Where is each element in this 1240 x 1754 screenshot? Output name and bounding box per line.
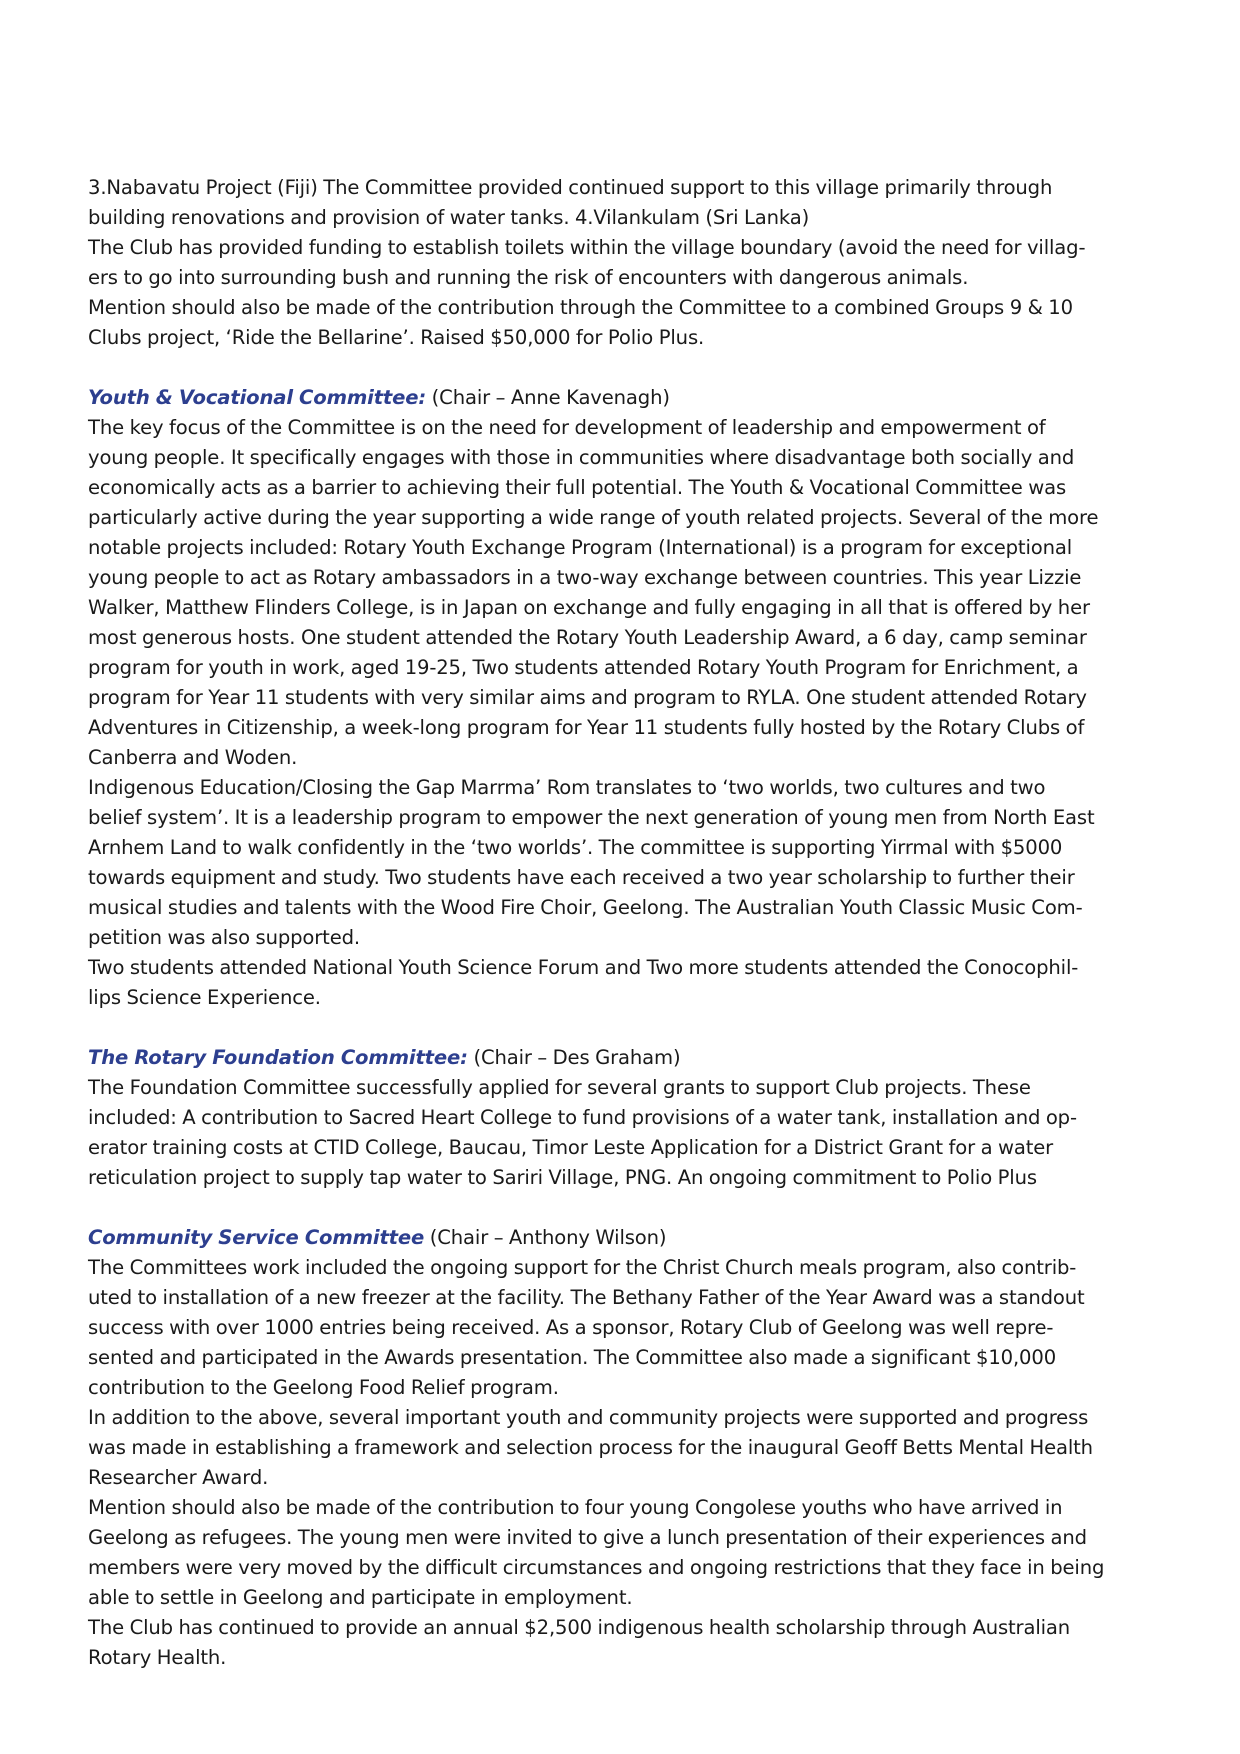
section-title-line	[88, 1043, 1168, 1073]
text-line: Rotary Health.	[88, 1646, 227, 1669]
text-line: Researcher Award.	[88, 1466, 269, 1489]
text-line: 3.Nabavatu Project (Fiji) The Committee provided continued support to this village primarily through	[88, 176, 1053, 199]
text-line: notable projects included: Rotary Youth Exchange Program (International) is a program for exceptional	[88, 536, 1072, 559]
intro-paragraph	[88, 173, 1168, 353]
section-heading: Community Service Committee	[88, 1226, 425, 1249]
text-line: The Club has continued to provide an annual $2,500 indigenous health scholarship through Australian	[88, 1616, 1071, 1639]
text-line: Indigenous Education/Closing the Gap Marrma’ Rom translates to ‘two worlds, two cultures and two	[88, 776, 1046, 799]
text-line: building renovations and provision of water tanks. 4.Vilankulam (Sri Lanka)	[88, 206, 810, 229]
text-line: young people to act as Rotary ambassadors in a two-way exchange between countries. This year Lizzie	[88, 566, 1082, 589]
text-line: particularly active during the year supporting a wide range of youth related projects. Several of the more	[88, 506, 1099, 529]
text-line: Arnhem Land to walk confidently in the ‘two worlds’. The committee is supporting Yirrmal with $5000	[88, 836, 1063, 859]
paragraph-gap	[88, 353, 1168, 383]
text-line: uted to installation of a new freezer at the facility. The Bethany Father of the Year Award was a standout	[88, 1286, 1085, 1309]
section-community-service	[88, 1223, 1168, 1673]
text-line: contribution to the Geelong Food Relief program.	[88, 1376, 559, 1399]
text-line: Walker, Matthew Flinders College, is in Japan on exchange and fully engaging in all that is offered by her	[88, 596, 1090, 619]
text-line: economically acts as a barrier to achieving their full potential. The Youth & Vocational Committee was	[88, 476, 1067, 499]
text-line: included: A contribution to Sacred Heart College to fund provisions of a water tank, installation and op-	[88, 1106, 1077, 1129]
section-body	[88, 1073, 1168, 1193]
text-line: Mention should also be made of the contribution to four young Congolese youths who have arrived in	[88, 1496, 1063, 1519]
text-line: petition was also supported.	[88, 926, 360, 949]
text-line: most generous hosts. One student attended the Rotary Youth Leadership Award, a 6 day, camp seminar	[88, 626, 1087, 649]
section-rotary-foundation	[88, 1043, 1168, 1193]
section-title-line	[88, 383, 1168, 413]
text-line: able to settle in Geelong and participate in employment.	[88, 1586, 633, 1609]
text-line: Two students attended National Youth Science Forum and Two more students attended the Conocophil-	[88, 956, 1079, 979]
section-heading: Youth & Vocational Committee:	[88, 386, 427, 409]
text-line: In addition to the above, several important youth and community projects were supported and progress	[88, 1406, 1089, 1429]
text-line: The key focus of the Committee is on the need for development of leadership and empowerment of	[88, 416, 1046, 439]
text-line: Clubs project, ‘Ride the Bellarine’. Raised $50,000 for Polio Plus.	[88, 326, 705, 349]
section-body	[88, 413, 1168, 1013]
section-youth-vocational	[88, 383, 1168, 1013]
text-line: young people. It specifically engages with those in communities where disadvantage both socially and	[88, 446, 1075, 469]
text-line: members were very moved by the difficult circumstances and ongoing restrictions that they face in being	[88, 1556, 1105, 1579]
text-line: was made in establishing a framework and selection process for the inaugural Geoff Betts Mental Health	[88, 1436, 1093, 1459]
text-line: The Committees work included the ongoing support for the Christ Church meals program, also contrib-	[88, 1256, 1077, 1279]
text-line: program for youth in work, aged 19-25, Two students attended Rotary Youth Program for Enrichment, a	[88, 656, 1079, 679]
section-chair: (Chair – Des Graham)	[467, 1046, 681, 1069]
text-line: erator training costs at CTID College, Baucau, Timor Leste Application for a District Grant for a water	[88, 1136, 1054, 1159]
text-line: towards equipment and study. Two students have each received a two year scholarship to further their	[88, 866, 1075, 889]
text-line: Adventures in Citizenship, a week-long program for Year 11 students fully hosted by the Rotary Clubs of	[88, 716, 1085, 739]
text-line: Mention should also be made of the contribution through the Committee to a combined Groups 9 & 10	[88, 296, 1073, 319]
text-line: Canberra and Woden.	[88, 746, 298, 769]
text-line: Geelong as refugees. The young men were invited to give a lunch presentation of their experiences and	[88, 1526, 1087, 1549]
section-heading: The Rotary Foundation Committee:	[88, 1046, 468, 1069]
text-line: The Club has provided funding to establish toilets within the village boundary (avoid the need for villag-	[88, 236, 1086, 259]
text-line: success with over 1000 entries being received. As a sponsor, Rotary Club of Geelong was well repre-	[88, 1316, 1054, 1339]
text-line: reticulation project to supply tap water to Sariri Village, PNG. An ongoing commitment to Polio Plus	[88, 1166, 1037, 1189]
document-page	[88, 173, 1168, 1673]
text-line: program for Year 11 students with very similar aims and program to RYLA. One student attended Rotary	[88, 686, 1087, 709]
text-line: ers to go into surrounding bush and running the risk of encounters with dangerous animals.	[88, 266, 969, 289]
text-line: lips Science Experience.	[88, 986, 321, 1009]
paragraph-gap	[88, 1013, 1168, 1043]
section-title-line	[88, 1223, 1168, 1253]
section-body	[88, 1253, 1168, 1673]
text-line: sented and participated in the Awards presentation. The Committee also made a significant $10,000	[88, 1346, 1057, 1369]
text-line: musical studies and talents with the Wood Fire Choir, Geelong. The Australian Youth Classic Music Com-	[88, 896, 1083, 919]
section-chair: (Chair – Anne Kavenagh)	[426, 386, 670, 409]
text-line: The Foundation Committee successfully applied for several grants to support Club projects. These	[88, 1076, 1031, 1099]
text-line: belief system’. It is a leadership program to empower the next generation of young men from North East	[88, 806, 1095, 829]
section-chair: (Chair – Anthony Wilson)	[424, 1226, 667, 1249]
paragraph-gap	[88, 1193, 1168, 1223]
